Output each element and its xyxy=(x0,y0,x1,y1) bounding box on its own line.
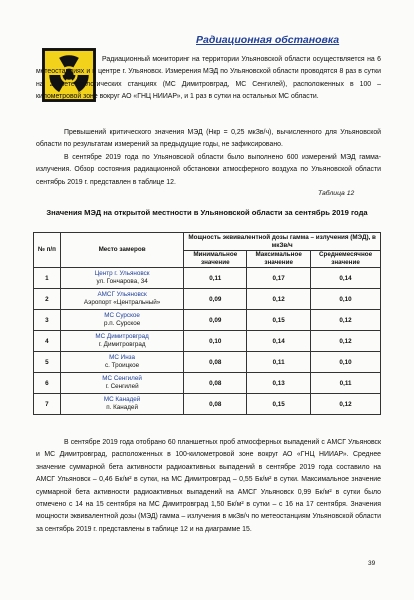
row-num: 4 xyxy=(34,331,61,352)
row-min: 0,09 xyxy=(184,310,247,331)
row-min: 0,09 xyxy=(184,289,247,310)
station-address: г. Димитровград xyxy=(98,341,146,348)
row-num: 7 xyxy=(34,394,61,415)
row-num: 3 xyxy=(34,310,61,331)
row-avg: 0,10 xyxy=(311,352,381,373)
intro-paragraph: Радиационный мониторинг на территории Ульяновской области осуществляется на 6 метеостанциях и в центре г. Ульяновск. Измерения МЭД по Ульяновской области проводятся 8 раз в сутки на 2 метеорологических станциях (МС Димитровград, МС Сенгилей), расположенных в 100 – километровой зоне вокруг АО «ГНЦ НИИАР», и 1 раз в сутки на остальных МС области. xyxy=(36,56,381,101)
row-avg: 0,12 xyxy=(311,394,381,415)
row-place xyxy=(60,373,183,394)
col-min-header: Минимальное значение xyxy=(184,251,247,268)
station-name: Центр г. Ульяновск xyxy=(94,270,150,277)
row-num: 1 xyxy=(34,268,61,289)
station-address: п. Канадей xyxy=(106,404,138,411)
station-name: МС Сенгилей xyxy=(102,375,142,382)
station-name: МС Димитровград xyxy=(95,333,149,340)
station-name: АМСГ Ульяновск xyxy=(97,291,147,298)
table-row xyxy=(34,394,381,415)
row-max: 0,15 xyxy=(247,310,311,331)
row-min: 0,08 xyxy=(184,352,247,373)
row-max: 0,12 xyxy=(247,289,311,310)
col-power-group-header: Мощность эквивалентной дозы гамма – излучения (МЭД), в мкЗв/ч xyxy=(184,233,381,251)
col-num-header: № п/п xyxy=(34,233,61,268)
radiation-table xyxy=(33,232,381,415)
row-num: 6 xyxy=(34,373,61,394)
row-place xyxy=(60,331,183,352)
row-place xyxy=(60,310,183,331)
row-min: 0,08 xyxy=(184,394,247,415)
table-row xyxy=(34,352,381,373)
row-max: 0,14 xyxy=(247,331,311,352)
row-avg: 0,11 xyxy=(311,373,381,394)
row-place xyxy=(60,352,183,373)
fallout-paragraph: В сентябре 2019 года отобрано 60 планшетных проб атмосферных выпадений с АМСГ Ульяновск и МС Димитровград, расположенных в 100-километровой зоне вокруг АО «ГНЦ НИИАР». Среднее значение суммарной бета активности радиоактивных выпадений в сентябре 2019 года составило на АМСГ Ульяновск – 0,46 Бк/м² в сутки, на МС Димитровград – 0,55 Бк/м² в сутки. Максимальное значение суммарной бета активности радиоактивных выпадений на АМСГ Ульяновск 0,99 Бк/м² в сутки было отмечено с 14 на 15 сентября на МС Димитровград 1,50 Бк/м² в сутки – с 16 на 17 сентября. Значения мощности эквивалентной дозы (МЭД) гамма – излучения в мкЗв/ч по метеостанциям Ульяновской области за сентябрь 2019 г. представлены в таблице 12 и на диаграмме 15. xyxy=(36,439,381,533)
row-max: 0,17 xyxy=(247,268,311,289)
station-address: ул. Гончарова, 34 xyxy=(96,278,148,285)
row-min: 0,10 xyxy=(184,331,247,352)
table-row xyxy=(34,373,381,394)
table-row xyxy=(34,268,381,289)
table-title: Значения МЭД на открытой местности в Ульяновской области за сентябрь 2019 года xyxy=(46,208,368,217)
col-place-header: Место замеров xyxy=(60,233,183,268)
page-number: 39 xyxy=(368,560,376,567)
station-name: МС Сурское xyxy=(104,312,140,319)
station-address: с. Троицкое xyxy=(105,362,140,369)
row-num: 2 xyxy=(34,289,61,310)
row-avg: 0,12 xyxy=(311,331,381,352)
col-max-header: Максимальное значение xyxy=(247,251,311,268)
row-min: 0,11 xyxy=(184,268,247,289)
row-max: 0,11 xyxy=(247,352,311,373)
page-title: Радиационная обстановка xyxy=(196,34,340,46)
row-avg: 0,14 xyxy=(311,268,381,289)
row-avg: 0,12 xyxy=(311,310,381,331)
station-name: МС Канадей xyxy=(103,396,141,403)
table-row xyxy=(34,331,381,352)
row-place xyxy=(60,268,183,289)
row-place xyxy=(60,289,183,310)
table-number: Таблица 12 xyxy=(318,190,355,197)
col-avg-header: Среднемесячное значение xyxy=(311,251,381,268)
row-avg: 0,10 xyxy=(311,289,381,310)
row-place xyxy=(60,394,183,415)
row-num: 5 xyxy=(34,352,61,373)
table-row xyxy=(34,310,381,331)
row-min: 0,08 xyxy=(184,373,247,394)
row-max: 0,15 xyxy=(247,394,311,415)
station-name: МС Инза xyxy=(109,354,136,361)
row-max: 0,13 xyxy=(247,373,311,394)
station-address: г. Сенгилей xyxy=(105,383,139,390)
station-address: Аэропорт «Центральный» xyxy=(83,299,161,306)
excess-paragraph: Превышений критического значения МЭД (Нкр = 0,25 мкЗв/ч), вычисленного для Ульяновской области по результатам измерений за предыдущие годы, не зафиксировано. xyxy=(36,129,381,149)
table-row xyxy=(34,289,381,310)
station-address: р.п. Сурское xyxy=(103,320,141,327)
september-paragraph: В сентябре 2019 года по Ульяновской области было выполнено 600 измерений МЭД гамма-излучения. Обзор состояния радиационной обстановки атмосферного воздуха по Ульяновской области сентябрь 2019 г. представлен в таблице 12. xyxy=(36,154,381,186)
